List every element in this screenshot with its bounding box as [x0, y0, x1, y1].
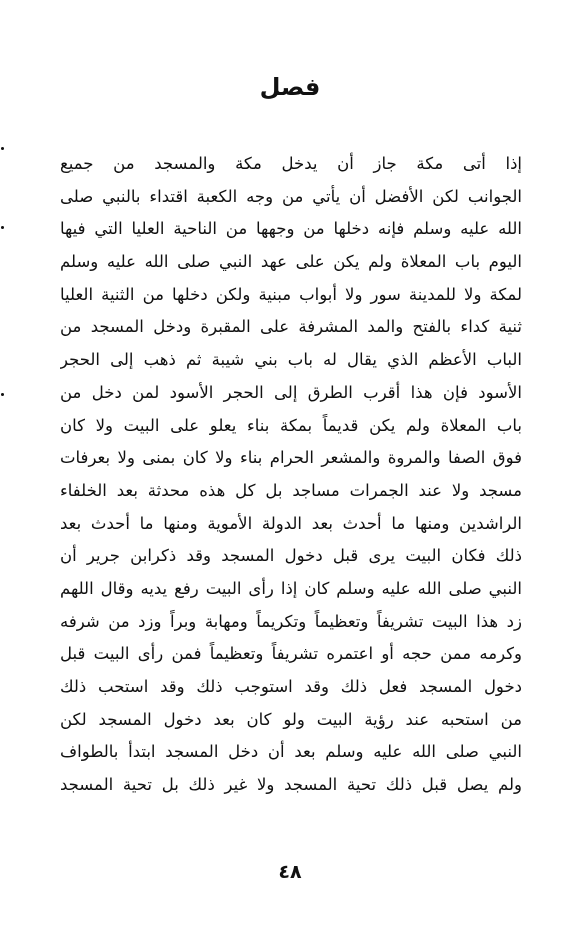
text-line: الجوانب لكن الأفضل أن يأتي من وجه الكعبة اقتداء بالنبي صلى	[60, 186, 522, 206]
section-title: فصل	[259, 73, 321, 101]
text-line: النبي صلى الله عليه وسلم بعد أن دخل المسجد ابتدأ بالطواف	[60, 742, 522, 762]
text-line: من استحبه عند رؤية البيت ولو كان بعد دخول المسجد لكن	[60, 709, 522, 729]
text-line: الراشدين ومنها ما أحدث بعد الدولة الأموية ومنها ما أحدث بعد	[60, 513, 522, 533]
text-line: زد هذا البيت تشريفاً وتعظيماً وتكريماً ومهابة وبراً وزد من شرفه	[60, 611, 522, 631]
text-line: وكرمه ممن حجه أو اعتمره تشريفاً وتعظيماً فمن رأى البيت قبل	[60, 644, 522, 664]
text-line: دخول المسجد فعل ذلك وقد استوجب ذلك وقد استحب ذلك	[60, 677, 522, 696]
text-line: ولم يصل قبل ذلك تحية المسجد ولا غير ذلك بل تحية المسجد	[60, 775, 522, 795]
text-line: النبي صلى الله عليه وسلم كان إذا رأى البيت رفع يديه وقال اللهم	[60, 578, 522, 598]
margin-mark	[1, 393, 4, 396]
text-line: باب المعلاة ولم يكن قديماً بمكة بناء يعلو على البيت ولا كان	[60, 415, 522, 435]
text-line: الأسود فإن هذا أقرب الطرق إلى الحجر الأسود لمن دخل من	[60, 382, 522, 402]
text-line: ثنية كداء بالفتح والمد المشرفة على المقبرة ودخل المسجد من	[60, 317, 522, 337]
text-line: إذا أتى مكة جاز أن يدخل مكة والمسجد من جميع	[60, 154, 522, 173]
text-line: فوق الصفا والمروة والمشعر الحرام بناء ولا كان بمنى ولا بعرفات	[60, 448, 522, 468]
text-line: ذلك فكان البيت يرى قبل دخول المسجد وقد ذكرابن جرير أن	[60, 546, 522, 566]
text-line: الباب الأعظم الذي يقال له باب بني شيبة ثم ذهب إلى الحجر	[60, 350, 522, 370]
margin-mark	[1, 226, 4, 229]
text-line: الله عليه وسلم فإنه دخلها من وجهها من الناحية العليا التي فيها	[60, 219, 522, 239]
page-number: ٤٨	[278, 861, 302, 883]
body-paragraph	[60, 148, 522, 802]
text-line: مسجد ولا عند الجمرات مساجد بل كل هذه محدثة بعد الخلفاء	[60, 480, 522, 500]
text-line: اليوم باب المعلاة ولم يكن على عهد النبي صلى الله عليه وسلم	[60, 252, 522, 272]
text-line: لمكة ولا للمدينة سور ولا أبواب مبنية ولكن دخلها من الثنية العليا	[60, 284, 522, 304]
margin-mark	[1, 147, 4, 150]
